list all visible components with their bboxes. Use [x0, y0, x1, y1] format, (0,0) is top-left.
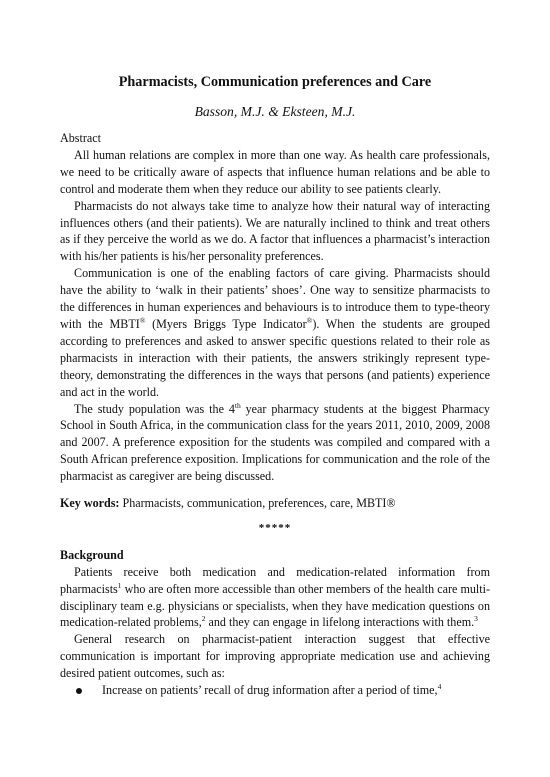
- paper-authors: Basson, M.J. & Eksteen, M.J.: [194, 104, 356, 119]
- bullet-icon: [76, 688, 82, 694]
- keywords-text: Pharmacists, communication, preferences, care, MBTI®: [119, 496, 396, 511]
- abstract-paragraph-3: [60, 265, 490, 400]
- keywords-line: [60, 495, 490, 512]
- abstract-paragraph-4: [60, 401, 490, 486]
- registered-mark: ®: [306, 315, 313, 325]
- keywords-label: Key words:: [60, 496, 120, 511]
- registered-mark: ®: [139, 315, 146, 325]
- abstract-paragraph-2: Pharmacists do not always take time to analyze how their natural way of interacting influences others (and their patients). We are naturally inclined to think and treat others as if they perceive the world as we do. A factor that influences a pharmacist’s interaction with his/her patients is his/her personality preferences.: [60, 198, 490, 264]
- abstract-paragraph-1: All human relations are complex in more than one way. As health care professionals, we need to be critically aware of aspects that influence human relations and be able to control and moderate them when they reduce our ability to see patients clearly.: [60, 147, 490, 196]
- bullet-list: [60, 682, 490, 699]
- background-heading: Background: [60, 547, 124, 562]
- bullet-text: Increase on patients’ recall of drug information after a period of time,: [102, 683, 438, 698]
- abstract-section: [60, 130, 490, 699]
- background-paragraph-2: General research on pharmacist-patient interaction suggest that effective communication is important for improving appropriate medication use and achieving desired patient outcomes, such as:: [60, 632, 490, 681]
- abstract-p4-text-a: The study population was the 4: [74, 401, 235, 416]
- citation-superscript: 4: [437, 682, 442, 692]
- background-paragraph-1: [60, 564, 490, 632]
- background-p1-text-b: who are often more accessible than other members of the health care multi-disciplinary team e.g. physicians or specialists, when they have medication questions on medication-related problems,: [60, 581, 490, 630]
- document-page: [60, 74, 490, 699]
- citation-superscript: 3: [474, 614, 478, 624]
- paper-title: Pharmacists, Communication preferences and Care: [118, 74, 432, 90]
- list-item: [60, 682, 490, 699]
- ordinal-superscript: th: [234, 400, 241, 410]
- background-p1-text-a: Patients receive both medication and medication-related information from pharmacists: [60, 564, 490, 596]
- abstract-p3-text-a: Communication is one of the enabling factors of care giving. Pharmacists should have the ability to ‘walk in their patients’ shoes’. One way to sensitize pharmacists to the differences in human experiences and behaviours is to introduce them to type-theory with the MBTI: [60, 266, 490, 331]
- abstract-heading: Abstract: [60, 131, 101, 145]
- citation-superscript: 1: [117, 580, 122, 590]
- abstract-p4-text-b: year pharmacy students at the biggest Pharmacy School in South Africa, in the communication class for the years 2011, 2010, 2009, 2008 and 2007. A preference exposition for the students was compiled and compared with a South African preference exposition. Implications for communication and the role of the pharmacist as caregiver are being discussed.: [60, 401, 490, 484]
- abstract-p3-text-c: ). When the students are grouped according to preferences and asked to answer specific questions related to their role as pharmacists in interaction with their patients, the answers strikingly represent type-theory, demonstrating the differences in the ways that persons (and patients) experience and act in the world.: [60, 316, 490, 399]
- abstract-p3-text-b: (Myers Briggs Type Indicator: [145, 316, 307, 331]
- citation-superscript: 2: [201, 614, 206, 624]
- section-separator: *****: [258, 521, 292, 534]
- background-p1-text-c: and they can engage in lifelong interactions with them.: [205, 615, 475, 630]
